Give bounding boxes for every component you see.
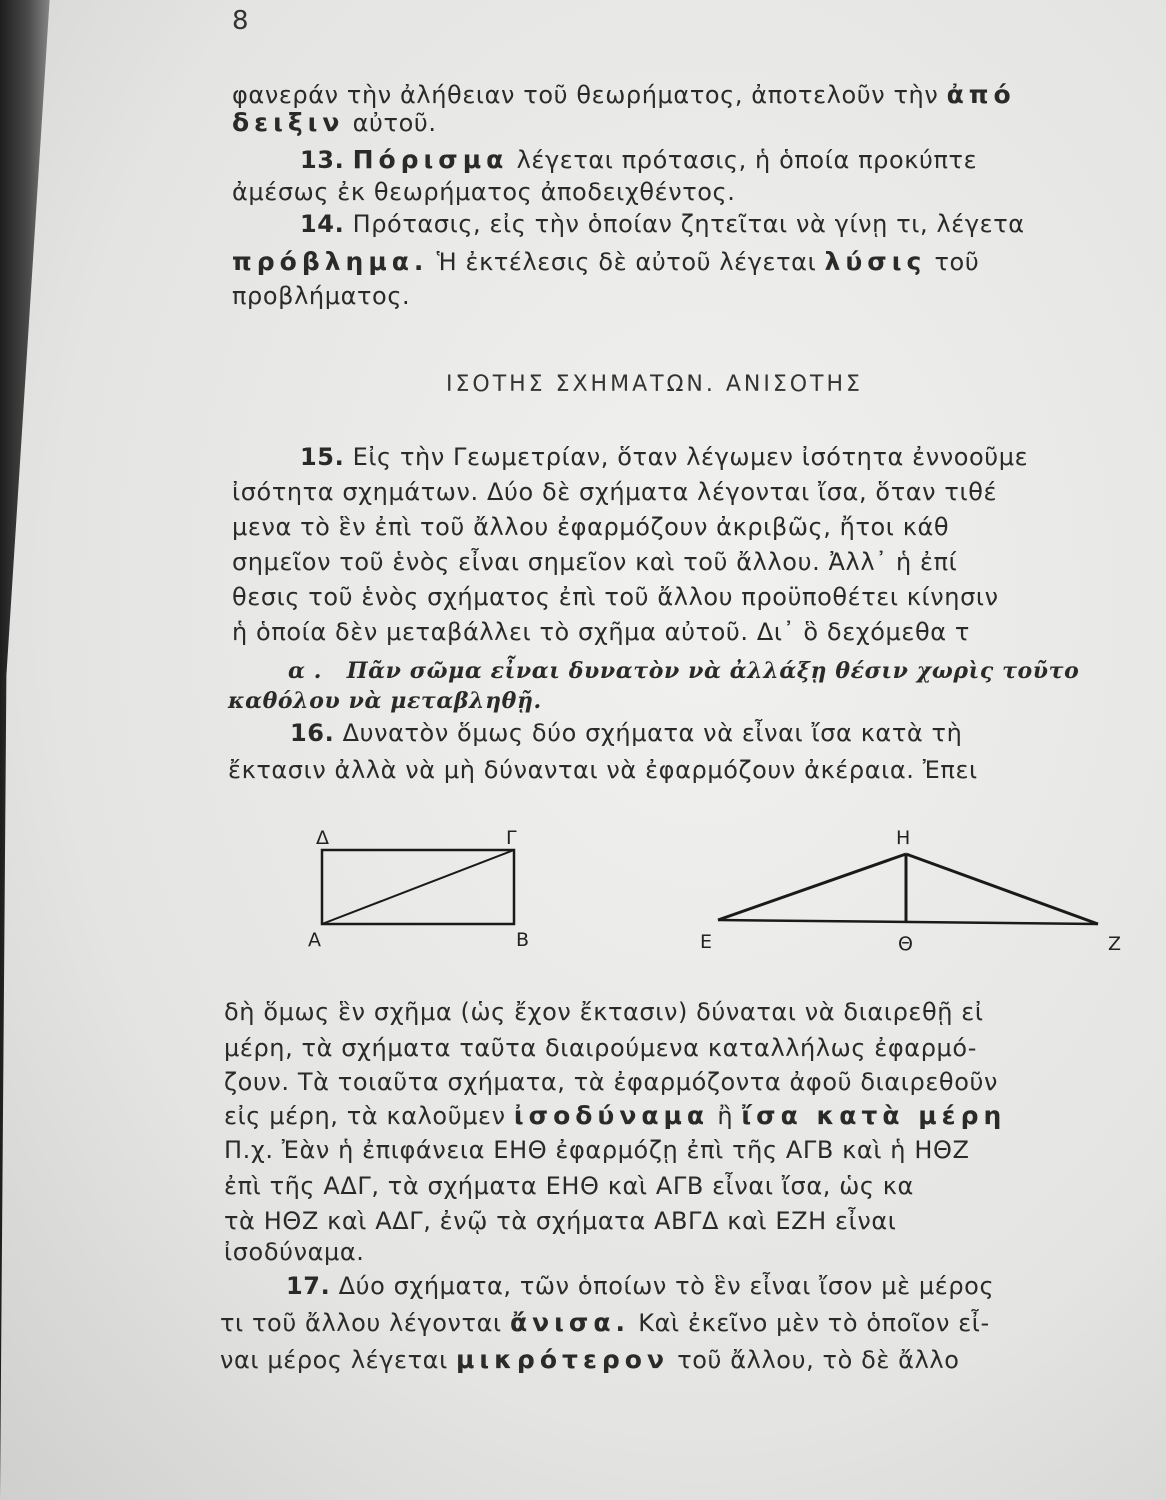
page-number: 8 [232, 6, 249, 36]
p16-line-5: ζουν. Τὰ τοιαῦτα σχήματα, τὰ ἐφαρμόζοντα ἀφοῦ διαιρεθοῦν [224, 1068, 998, 1096]
rectangle-abgd [322, 850, 514, 924]
p13-line-1: 13. Πόρισμα λέγεται πρότασις, ἡ ὁποία προκύπτε [300, 145, 978, 174]
label-beta: Β [516, 929, 530, 951]
label-delta: Δ [316, 827, 329, 849]
p15-line-6: ἡ ὁποία δὲν μεταβάλλει τὸ σχῆμα αὐτοῦ. Δι᾽ ὃ δεχόμεθα τ [232, 618, 970, 646]
p16-line-3: δὴ ὅμως ἓν σχῆμα (ὡς ἔχον ἔκτασιν) δύναται νὰ διαιρεθῇ εἰ [224, 998, 984, 1026]
label-theta: Θ [898, 933, 913, 955]
intro-line-2: δειξιν αὐτοῦ. [232, 108, 437, 137]
p14-line-1: 14. Πρότασις, εἰς τὴν ὁποίαν ζητεῖται νὰ γίνῃ τι, λέγετα [300, 210, 1025, 238]
label-zeta: Ζ [1108, 933, 1122, 955]
p17-line-1: 17. Δύο σχήματα, τῶν ὁποίων τὸ ἓν εἶναι ἴσον μὲ μέρος [286, 1272, 995, 1300]
p15-line-5: θεσις τοῦ ἑνὸς σχήματος ἐπὶ τοῦ ἄλλου προϋποθέτει κίνησιν [232, 583, 999, 611]
p16-line-8: ἐπὶ τῆς ΑΔΓ, τὰ σχήματα ΕΗΘ καὶ ΑΓΒ εἶναι ἴσα, ὡς κα [224, 1172, 914, 1200]
p14-line-3: προβλήματος. [232, 282, 411, 310]
p17-line-2: τι τοῦ ἄλλου λέγονται ἄνισα. Καὶ ἐκεῖνο μὲν τὸ ὁποῖον εἶ- [220, 1308, 990, 1337]
p15-line-4: σημεῖον τοῦ ἑνὸς εἶναι σημεῖον καὶ τοῦ ἄλλου. Ἀλλ᾽ ἡ ἐπί [232, 548, 958, 576]
p16-line-1: 16. Δυνατὸν ὅμως δύο σχήματα νὰ εἶναι ἴσα κατὰ τὴ [290, 719, 963, 747]
label-gamma: Γ [506, 827, 517, 849]
p17-line-3: ναι μέρος λέγεται μικρότερον τοῦ ἄλλου, τὸ δὲ ἄλλο [220, 1345, 960, 1374]
p14-line-2: πρόβλημα. Ἡ ἐκτέλεσις δὲ αὐτοῦ λέγεται λύσις τοῦ [232, 247, 980, 276]
p16-line-9: τὰ ΗΘΖ καὶ ΑΔΓ, ἐνῷ τὰ σχήματα ΑΒΓΔ καὶ ΕΖΗ εἶναι [224, 1207, 897, 1235]
intro-line-1: φανεράν τὴν ἀλήθειαν τοῦ θεωρήματος, ἀποτελοῦν τὴν ἀπό [232, 80, 1016, 109]
page-shadow-edge [0, 0, 80, 1500]
section-heading: ΙΣΟΤΗΣ ΣΧΗΜΑΤΩΝ. ΑΝΙΣΟΤΗΣ [446, 372, 863, 397]
p16-line-6: εἰς μέρη, τὰ καλοῦμεν ἰσοδύναμα ἢ ἴσα κατὰ μέρη [224, 1101, 1007, 1130]
p15-line-2: ἰσότητα σχημάτων. Δύο δὲ σχήματα λέγονται ἴσα, ὅταν τιθέ [232, 478, 998, 506]
p16-line-7: Π.χ. Ἐὰν ἡ ἐπιφάνεια ΕΗΘ ἐφαρμόζῃ ἐπὶ τῆς ΑΓΒ καὶ ἡ ΗΘΖ [224, 1136, 970, 1164]
triangle-ezh [718, 854, 1098, 924]
label-epsilon: Ε [700, 931, 713, 953]
axiom-line-2: καθόλου νὰ μεταβληθῇ. [228, 688, 542, 714]
axiom-line-1: α . Πᾶν σῶμα εἶναι δυνατὸν νὰ ἀλλάξῃ θέσιν χωρὶς τοῦτο [288, 658, 1080, 684]
p15-line-3: μενα τὸ ἓν ἐπὶ τοῦ ἄλλου ἐφαρμόζουν ἀκριβῶς, ἤτοι κάθ [232, 513, 950, 541]
p15-line-1: 15. Εἰς τὴν Γεωμετρίαν, ὅταν λέγωμεν ἰσότητα ἐννοοῦμε [300, 443, 1029, 471]
p13-line-2: ἀμέσως ἐκ θεωρήματος ἀποδειχθέντος. [232, 178, 736, 206]
label-eta: Η [896, 827, 911, 849]
geometry-figure [300, 820, 1140, 970]
p16-line-2: ἔκτασιν ἀλλὰ νὰ μὴ δύνανται νὰ ἐφαρμόζουν ἀκέραια. Ἐπει [228, 756, 978, 784]
p16-line-4: μέρη, τὰ σχήματα ταῦτα διαιρούμενα καταλλήλως ἐφαρμό- [224, 1034, 977, 1062]
label-alpha: Α [308, 929, 321, 951]
p16-line-10: ἰσοδύναμα. [224, 1238, 365, 1266]
